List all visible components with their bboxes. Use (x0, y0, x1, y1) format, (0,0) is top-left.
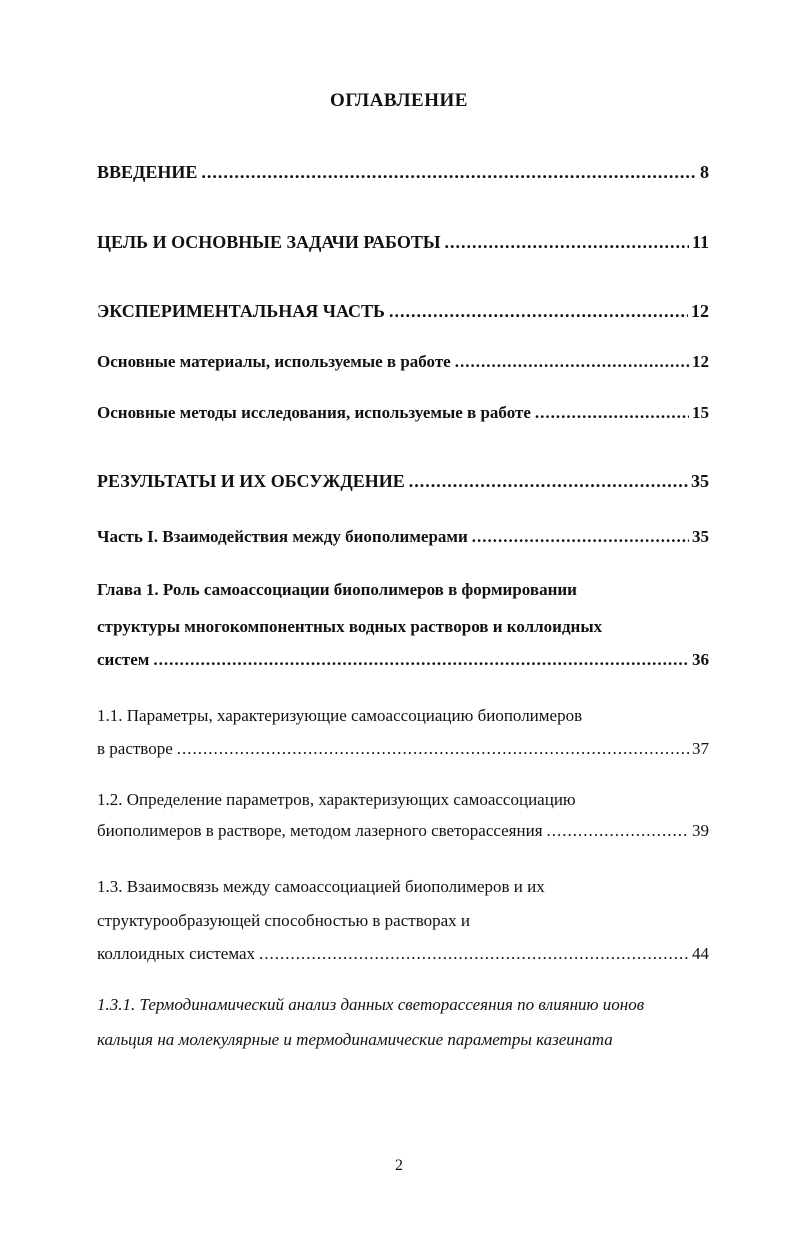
dot-leader (472, 526, 689, 548)
toc-entry-section-1-2-line-1[interactable]: 1.2. Определение параметров, характеризующих самоассоциацию (97, 790, 576, 809)
dot-leader (389, 300, 688, 322)
toc-entry-text: Основные материалы, используемые в работе (97, 352, 451, 371)
toc-page-number: 39 (692, 821, 709, 840)
toc-entry-text: ЦЕЛЬ И ОСНОВНЫЕ ЗАДАЧИ РАБОТЫ (97, 232, 441, 252)
toc-entry-text: ВВЕДЕНИЕ (97, 162, 198, 182)
toc-entry-text: систем (97, 650, 150, 669)
toc-entry-section-1-3-1-line-1[interactable]: 1.3.1. Термодинамический анализ данных светорассеяния по влиянию ионов (97, 995, 645, 1014)
toc-page-number: 35 (692, 527, 709, 546)
toc-page-number: 37 (692, 739, 709, 758)
toc-entry-methods[interactable] (97, 402, 709, 424)
toc-entry-text: РЕЗУЛЬТАТЫ И ИХ ОБСУЖДЕНИЕ (97, 471, 405, 491)
dot-leader (259, 943, 689, 965)
dot-leader (153, 649, 689, 671)
toc-page-number: 15 (692, 403, 709, 422)
toc-entry-introduction[interactable] (97, 161, 709, 183)
toc-page-number: 12 (692, 352, 709, 371)
toc-entry-section-1-3-line-1[interactable]: 1.3. Взаимосвязь между самоассоциацией биополимеров и их (97, 877, 545, 896)
toc-entry-text: биополимеров в растворе, методом лазерного светорассеяния (97, 821, 543, 840)
toc-entry-experimental[interactable] (97, 300, 709, 322)
toc-entry-section-1-3[interactable] (97, 943, 709, 965)
toc-entry-section-1-2[interactable] (97, 820, 709, 842)
toc-entry-text: ЭКСПЕРИМЕНТАЛЬНАЯ ЧАСТЬ (97, 301, 385, 321)
toc-page-number: 8 (700, 162, 709, 182)
toc-entry-section-1-1-line-1[interactable]: 1.1. Параметры, характеризующие самоассоциацию биополимеров (97, 706, 583, 725)
toc-entry-part-1[interactable] (97, 526, 709, 548)
toc-entry-goal[interactable] (97, 231, 709, 253)
toc-page-number: 35 (691, 471, 709, 491)
toc-page-number: 44 (692, 944, 709, 963)
toc-entry-chapter-1-line-2[interactable]: структуры многокомпонентных водных растворов и коллоидных (97, 617, 603, 636)
toc-entry-materials[interactable] (97, 351, 709, 373)
dot-leader (409, 470, 688, 492)
dot-leader (445, 231, 689, 253)
dot-leader (535, 402, 689, 424)
toc-page-number: 12 (691, 301, 709, 321)
toc-entry-section-1-1[interactable] (97, 738, 709, 760)
toc-entry-section-1-3-line-2[interactable]: структурообразующей способностью в растворах и (97, 911, 470, 930)
dot-leader (201, 161, 697, 183)
toc-entry-results[interactable] (97, 470, 709, 492)
dot-leader (455, 351, 689, 373)
toc-entry-chapter-1-line-1[interactable]: Глава 1. Роль самоассоциации биополимеров в формировании (97, 580, 577, 599)
page-number: 2 (395, 1157, 403, 1174)
toc-entry-text: коллоидных системах (97, 944, 256, 963)
toc-entry-text: Основные методы исследования, используемые в работе (97, 403, 531, 422)
toc-entry-text: Часть I. Взаимодействия между биополимерами (97, 527, 468, 546)
toc-entry-text: в растворе (97, 739, 173, 758)
toc-entry-chapter-1[interactable] (97, 649, 709, 671)
toc-entry-section-1-3-1-line-2[interactable]: кальция на молекулярные и термодинамические параметры казеината (97, 1030, 613, 1049)
toc-page-number: 11 (691, 232, 709, 252)
toc-page-number: 36 (692, 650, 709, 669)
page-title: ОГЛАВЛЕНИЕ (330, 90, 468, 111)
dot-leader (547, 820, 689, 842)
dot-leader (177, 738, 689, 760)
